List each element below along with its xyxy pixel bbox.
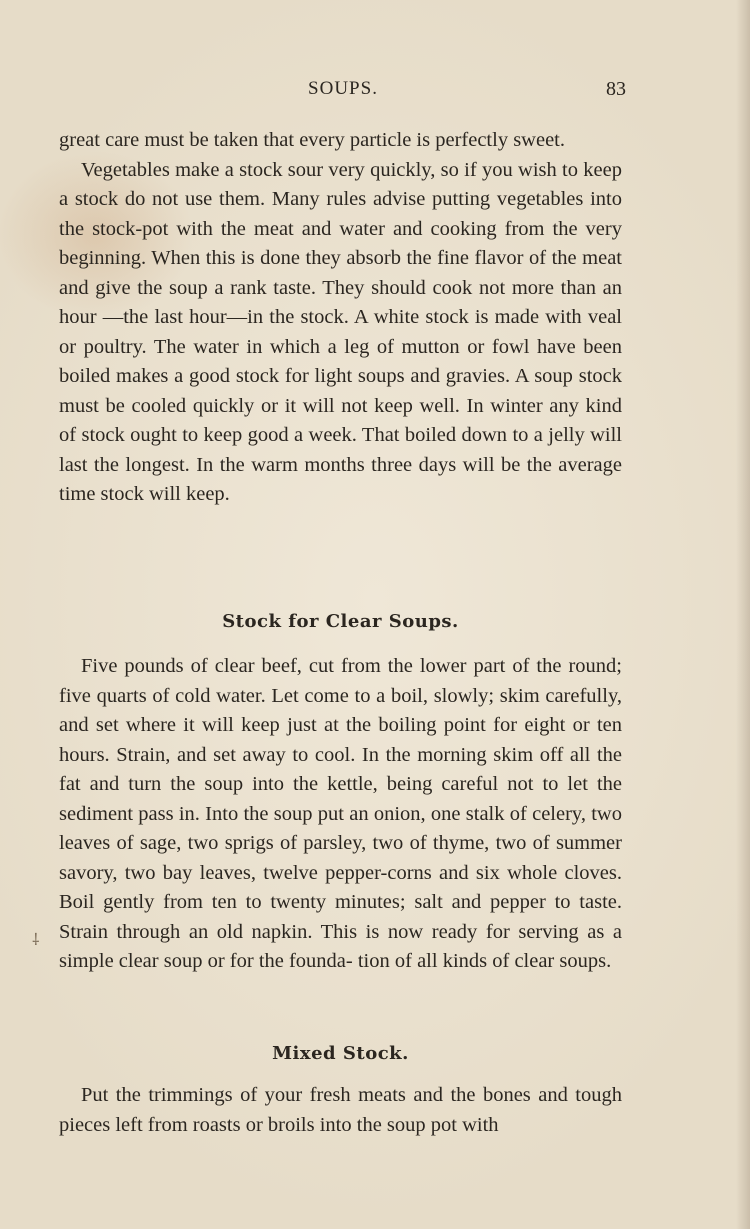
recipe-paragraph: Five pounds of clear beef, cut from the lower part of the round; five quarts of cold water. Let come to a boil, slowly; skim carefully, and set where it will keep just at the boiling point for eight or ten hours. Strain, and set away to cool. In the morning skim off all the fat and turn the soup into the kettle, being careful not to let the sediment pass in. Into the soup put an onion, one stalk of celery, two leaves of sage, two sprigs of parsley, two of thyme, two of summer savory, two bay leaves, twelve pepper-corns and six whole cloves. Boil gently from ten to twenty minutes; salt and pepper to taste. Strain through an old napkin. This is now ready for serving as a simple clear soup or for the founda- tion of all kinds of clear soups. — [59, 655, 622, 972]
paragraph-vegetables: Vegetables make a stock sour very quickly, so if you wish to keep a stock do not use them. Many rules advise putting vegetables into the stock-pot with the meat and water and cooking from the very beginning. When this is done they absorb the fine flavor of the meat and give the soup a rank taste. They should cook not more than an hour —the last hour—in the stock. A white stock is made with veal or poultry. The water in which a leg of mutton or fowl have been boiled makes a good stock for light soups and gravies. A soup stock must be cooled quickly or it will not keep well. In winter any kind of stock ought to keep good a week. That boiled down to a jelly will last the longest. In the warm months three days will be the average time stock will keep. — [59, 158, 622, 505]
margin-blemish: ⸸ — [32, 932, 40, 949]
section-body-clear-soups — [59, 652, 622, 977]
page-header — [60, 78, 626, 106]
section-heading-clear-soups: Stock for Clear Soups. — [222, 611, 459, 632]
paragraph-continued: great care must be taken that every particle is perfectly sweet. — [59, 129, 565, 151]
page-number: 83 — [606, 78, 626, 100]
recipe-paragraph: Put the trimmings of your fresh meats and the bones and tough pieces left from roasts or broils into the soup pot with — [59, 1084, 622, 1136]
section-body-mixed-stock — [59, 1081, 622, 1140]
page-edge-shadow — [736, 0, 750, 1229]
running-head: SOUPS. — [308, 78, 378, 99]
section-heading-mixed-stock: Mixed Stock. — [272, 1043, 409, 1064]
body-text-intro — [59, 126, 622, 510]
